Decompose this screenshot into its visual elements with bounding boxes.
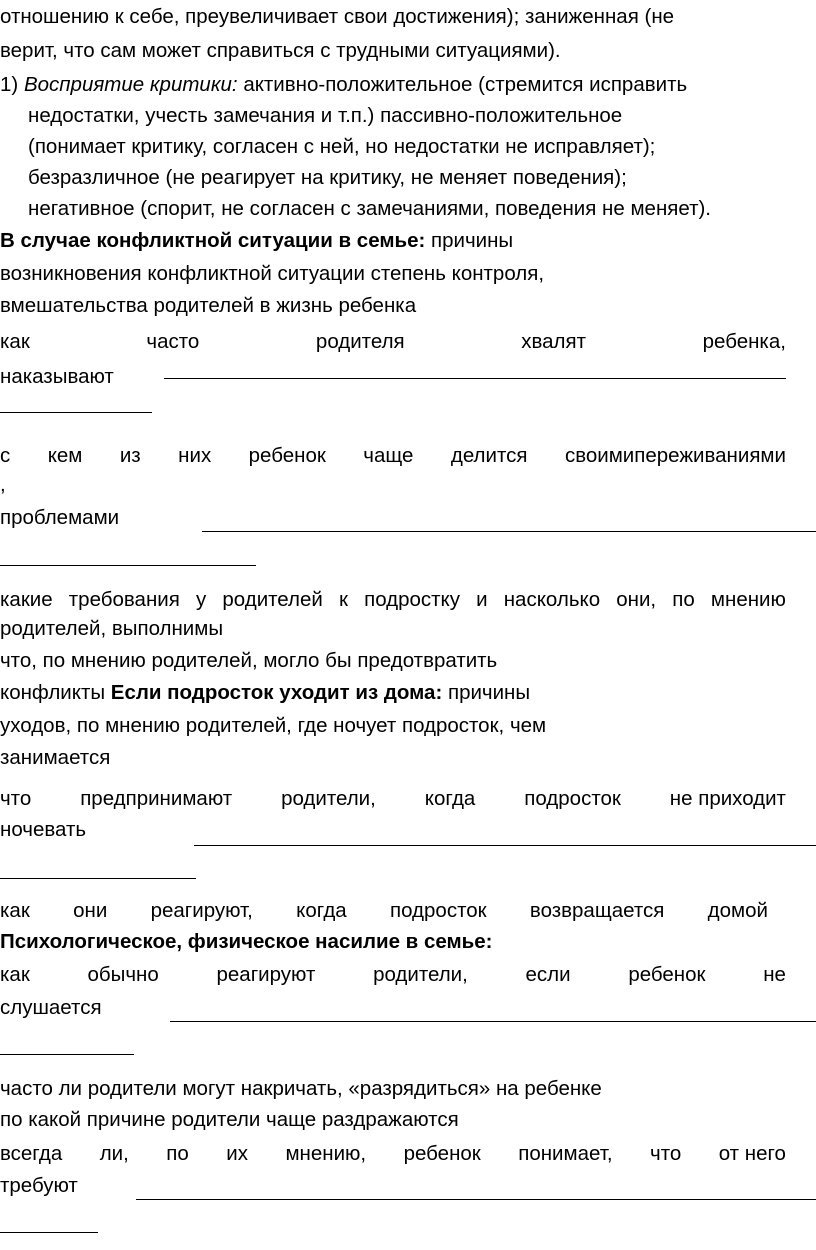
word: понимает, (518, 1142, 613, 1165)
justified-line (0, 329, 786, 355)
text-line: часто ли родители могут накричать, «разрядиться» на ребенке (0, 1077, 602, 1100)
text-line: , (0, 473, 6, 496)
word: родителя (315, 330, 405, 353)
word: мнению (710, 588, 786, 611)
section-leaving-home (0, 680, 530, 706)
word: ребенок (628, 963, 706, 986)
list-number: 1) (0, 73, 19, 96)
word: ребенок (403, 1142, 481, 1165)
word: из (119, 444, 141, 467)
text-fragment: причины (431, 229, 514, 252)
text-line: слушается (0, 996, 102, 1019)
word: они (73, 899, 108, 922)
word: по (672, 588, 695, 611)
word: предпринимают (80, 787, 233, 810)
word: реагируют (216, 963, 316, 986)
word: реагируют, (150, 899, 253, 922)
word: родители, (281, 787, 376, 810)
text-line: родителей, выполнимы (0, 617, 224, 640)
justified-line (0, 786, 786, 812)
answer-line[interactable] (164, 378, 786, 379)
justified-line (0, 962, 786, 988)
text-line: проблемами (0, 506, 120, 529)
word: обычно (87, 963, 159, 986)
word: родители, (373, 963, 468, 986)
word: них (178, 444, 212, 467)
word: не (763, 963, 786, 986)
text-line: негативное (спорит, не согласен с замечаниями, поведения не меняет). (28, 197, 712, 220)
word: что (0, 787, 32, 810)
text-line: по какой причине родители чаще раздражаются (0, 1108, 459, 1131)
section-heading: Если подросток уходит из дома: (110, 681, 443, 704)
criticism-term: Восприятие критики: (23, 73, 238, 96)
word: когда (296, 899, 347, 922)
justified-line (0, 587, 786, 613)
word: подросток (524, 787, 621, 810)
text-line: требуют (0, 1174, 78, 1197)
text-fragment: активно-положительное (стремится исправить (243, 73, 688, 96)
word: если (525, 963, 571, 986)
word: всегда (0, 1142, 63, 1165)
word: как (0, 899, 30, 922)
word: ребенок (248, 444, 326, 467)
word: и (476, 588, 488, 611)
answer-line[interactable] (202, 531, 816, 532)
answer-line[interactable] (0, 1054, 134, 1055)
text-line: верит, что сам может справиться с трудными ситуациями). (0, 39, 561, 62)
word: родителей (222, 588, 323, 611)
word: с (0, 444, 11, 467)
word: когда (424, 787, 476, 810)
text-fragment: конфликты (0, 681, 106, 704)
justified-line (0, 443, 786, 469)
word: хвалят (521, 330, 587, 353)
word: подростку (364, 588, 460, 611)
list-item-criticism (0, 72, 687, 98)
word: у (195, 588, 207, 611)
answer-line[interactable] (0, 878, 196, 879)
word: по (166, 1142, 189, 1165)
text-line: занимается (0, 746, 111, 769)
answer-line[interactable] (136, 1199, 816, 1200)
word: как (0, 330, 30, 353)
answer-line[interactable] (194, 845, 816, 846)
word: домой (707, 899, 768, 922)
word: не приходит (669, 787, 786, 810)
word: мнению, (285, 1142, 367, 1165)
word: как (0, 963, 30, 986)
text-line: недостатки, учесть замечания и т.п.) пассивно-положительное (28, 104, 623, 127)
word: подросток (390, 899, 487, 922)
word: возвращается (529, 899, 665, 922)
text-line: уходов, по мнению родителей, где ночует подросток, чем (0, 714, 547, 737)
text-line: вмешательства родителей в жизнь ребенка (0, 294, 417, 317)
text-line: что, по мнению родителей, могло бы предотвратить (0, 649, 498, 672)
word: требования (68, 588, 180, 611)
section-heading: Психологическое, физическое насилие в семье: (0, 930, 493, 953)
text-line: безразличное (не реагирует на критику, не меняет поведения); (28, 166, 627, 189)
text-line: наказывают (0, 365, 114, 388)
text-line: ночевать (0, 818, 87, 841)
section-heading: В случае конфликтной ситуации в семье: (0, 229, 426, 252)
justified-line (0, 898, 768, 924)
text-fragment: причины (447, 681, 531, 704)
section-conflict (0, 228, 513, 254)
word: что (650, 1142, 682, 1165)
justified-line (0, 1141, 786, 1167)
word: кем (47, 444, 83, 467)
word: часто (146, 330, 200, 353)
word: их (226, 1142, 248, 1165)
word: от него (718, 1142, 786, 1165)
answer-line[interactable] (170, 1021, 816, 1022)
answer-line[interactable] (0, 565, 256, 566)
word: чаще (363, 444, 414, 467)
word: к (338, 588, 348, 611)
text-line: (понимает критику, согласен с ней, но недостатки не исправляет); (28, 135, 656, 158)
word: делится (450, 444, 528, 467)
word: ли, (99, 1142, 129, 1165)
word: насколько (503, 588, 601, 611)
text-line: отношению к себе, преувеличивает свои достижения); заниженная (не (0, 5, 675, 28)
word: они, (616, 588, 657, 611)
answer-line[interactable] (0, 1232, 98, 1233)
word: своимипереживаниями (564, 444, 786, 467)
text-line: возникновения конфликтной ситуации степень контроля, (0, 262, 545, 285)
answer-line[interactable] (0, 412, 152, 413)
word: ребенка, (702, 330, 786, 353)
section-violence (0, 929, 493, 955)
word: какие (0, 588, 53, 611)
